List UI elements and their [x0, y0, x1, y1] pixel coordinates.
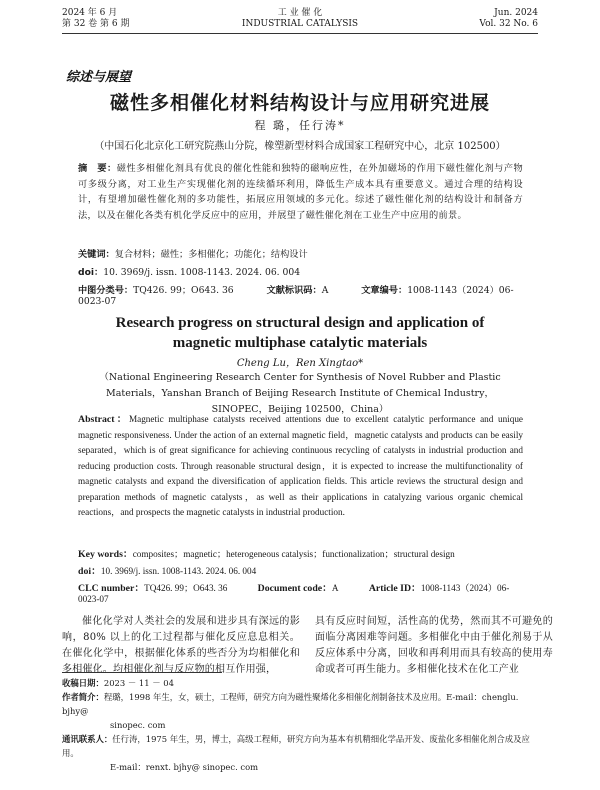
footnotes — [62, 676, 542, 774]
doi-en-value: 10. 3969/j. issn. 1008-1143. 2024. 06. 004 — [100, 566, 257, 576]
journal-name-cn: 工 业 催 化 — [277, 8, 323, 18]
article-id-cn-value: 1008-1143（2024）06-0023-07 — [78, 285, 514, 307]
abstract-en-text: Magnetic multiphase catalysts received attentions due to excellent catalytic performance and unique magnetic responsiveness. Under the action of an external magnetic field，magnetic catalysts and products can be easily separated，which is of great significance for achieving continuous recycling of catalysts in industrial production and reducing production costs. Through reasonable structural design，it is expected to increase the multifunctionality of magnetic catalysts and expand the diversification of application fields. This article reviews the structural design and preparation methods of magnetic catalysts，as well as their applications in catalyzing various organic chemical reactions，and prospects the magnetic catalysts in industrial production. — [78, 414, 523, 517]
journal-name-en: INDUSTRIAL CATALYSIS — [241, 19, 359, 29]
doccode-cn-value: A — [321, 285, 329, 296]
body-column-left: 催化化学对人类社会的发展和进步具有深远的影响，80% 以上的化工过程都与催化反应息息相关。在催化化学中，根据催化体系的些否分为均相催化和多相催化。均相催化剂与反应物的相互作用强， — [62, 616, 300, 675]
abstract-en — [78, 412, 523, 521]
keywords-en — [78, 546, 523, 560]
classification-cn — [78, 282, 523, 307]
keywords-cn-text: 复合材料；磁性；多相催化；功能化；结构设计 — [114, 249, 308, 260]
abstract-en-label: Abstract： — [78, 414, 129, 425]
body-column-right: 具有反应时间短，活性高的优势，然而其不可避免的面临分离困难等问题。多相催化中由于催化剂易于从反应体系中分离，回收和再利用而具有较高的使用寿命或者可再生能力。多相催化技术在化工产业 — [315, 616, 553, 675]
doi-en — [78, 563, 256, 577]
authors-cn: 程 璐，任行涛* — [254, 119, 346, 132]
classification-en — [78, 580, 523, 604]
clc-cn-label: 中图分类号： — [78, 285, 134, 296]
corr-label: 通讯联系人： — [62, 734, 113, 744]
doi-cn-label: doi： — [78, 267, 104, 278]
paper-title-en — [0, 313, 600, 353]
authors-en: Cheng Lu，Ren Xingtao* — [236, 358, 364, 369]
affiliation-en: （National Engineering Research Center for Synthesis of Novel Rubber and Plastic Materials，Yanshan Branch of Beijing Research Institute of Chemical Industry，SINOPEC，Beijing 102500，China） — [99, 372, 501, 415]
author-intro-cont: sinopec. com — [110, 720, 166, 730]
footnote-received — [62, 676, 542, 690]
header-volume-en: Vol. 32 No. 6 — [479, 19, 538, 29]
keywords-cn-label: 关键词： — [78, 249, 115, 260]
author-intro-text: 程璐，1998 年生，女，硕士，工程师，研究方向为磁性聚烯化多相催化剂制备技术及应用。E-mail：chenglu. bjhy@ — [62, 692, 519, 716]
abstract-cn-text: 磁性多相催化剂具有优良的催化性能和独特的磁响应性，在外加磁场的作用下磁性催化剂与产物可多级分离，对工业生产实现催化剂的连续循环利用，降低生产成本具有重要意义。通过合理的结构设计，有望增加磁性催化剂的多功能性，拓展应用领域的多元化。综述了磁性催化剂的结构设计和制备方法，以及在催化各类有机化学反应中的应用，并展望了磁性催化剂在工业生产中应用的前景。 — [78, 163, 523, 221]
received-label: 收稿日期： — [62, 678, 104, 688]
paper-title-en-line2: magnetic multiphase catalytic materials — [172, 335, 428, 351]
clc-en-value: TQ426. 99；O643. 36 — [144, 583, 228, 593]
keywords-en-text: composites；magnetic；heterogeneous catalysis；functionalization；structural design — [132, 549, 455, 559]
article-id-cn-label: 文章编号： — [361, 285, 408, 296]
header-volume: 第 32 卷 第 6 期 — [62, 19, 130, 29]
received-date: 2023 － 11 － 04 — [103, 678, 174, 688]
doi-en-label: doi： — [78, 566, 101, 577]
header-rule — [62, 33, 538, 34]
clc-en-label: CLC number： — [78, 583, 145, 594]
affiliation-cn: （中国石化北京化工研究院燕山分院，橡塑新型材料合成国家工程研究中心，北京 102500） — [94, 141, 506, 152]
header-date-en: Jun. 2024 — [494, 8, 538, 18]
keywords-en-label: Key words： — [78, 549, 133, 560]
abstract-cn — [78, 161, 523, 223]
doccode-cn-label: 文献标识码： — [266, 285, 322, 296]
paper-title-cn: 磁性多相催化材料结构设计与应用研究进展 — [109, 92, 490, 114]
clc-cn-value: TQ426. 99；O643. 36 — [133, 285, 234, 296]
doi-cn — [78, 264, 300, 278]
keywords-cn — [78, 246, 523, 260]
footnote-corresponding — [62, 732, 542, 760]
corr-cont: E-mail：renxt. bjhy@ sinopec. com — [110, 762, 259, 772]
header-date: 2024 年 6 月 — [62, 8, 118, 18]
doccode-en-value: A — [331, 583, 339, 593]
corr-text: 任行涛，1975 年生，男，博士，高级工程师，研究方向为基本有机精细化学品开发、废盐化多相催化剂合成及应用。 — [62, 734, 530, 758]
section-label: 综述与展望 — [66, 70, 132, 85]
author-intro-label: 作者简介： — [62, 692, 104, 702]
footnote-author — [62, 690, 542, 718]
header-right — [479, 8, 538, 30]
article-id-en-value: 1008-1143（2024）06-0023-07 — [78, 583, 510, 604]
doccode-en-label: Document code： — [257, 583, 332, 594]
paper-title-en-line1: Research progress on structural design and application of — [115, 315, 485, 331]
doi-cn-value: 10. 3969/j. issn. 1008-1143. 2024. 06. 004 — [103, 267, 301, 278]
article-id-en-label: Article ID： — [368, 583, 421, 594]
footnote-rule — [62, 672, 222, 673]
abstract-cn-label: 摘 要： — [78, 163, 117, 174]
